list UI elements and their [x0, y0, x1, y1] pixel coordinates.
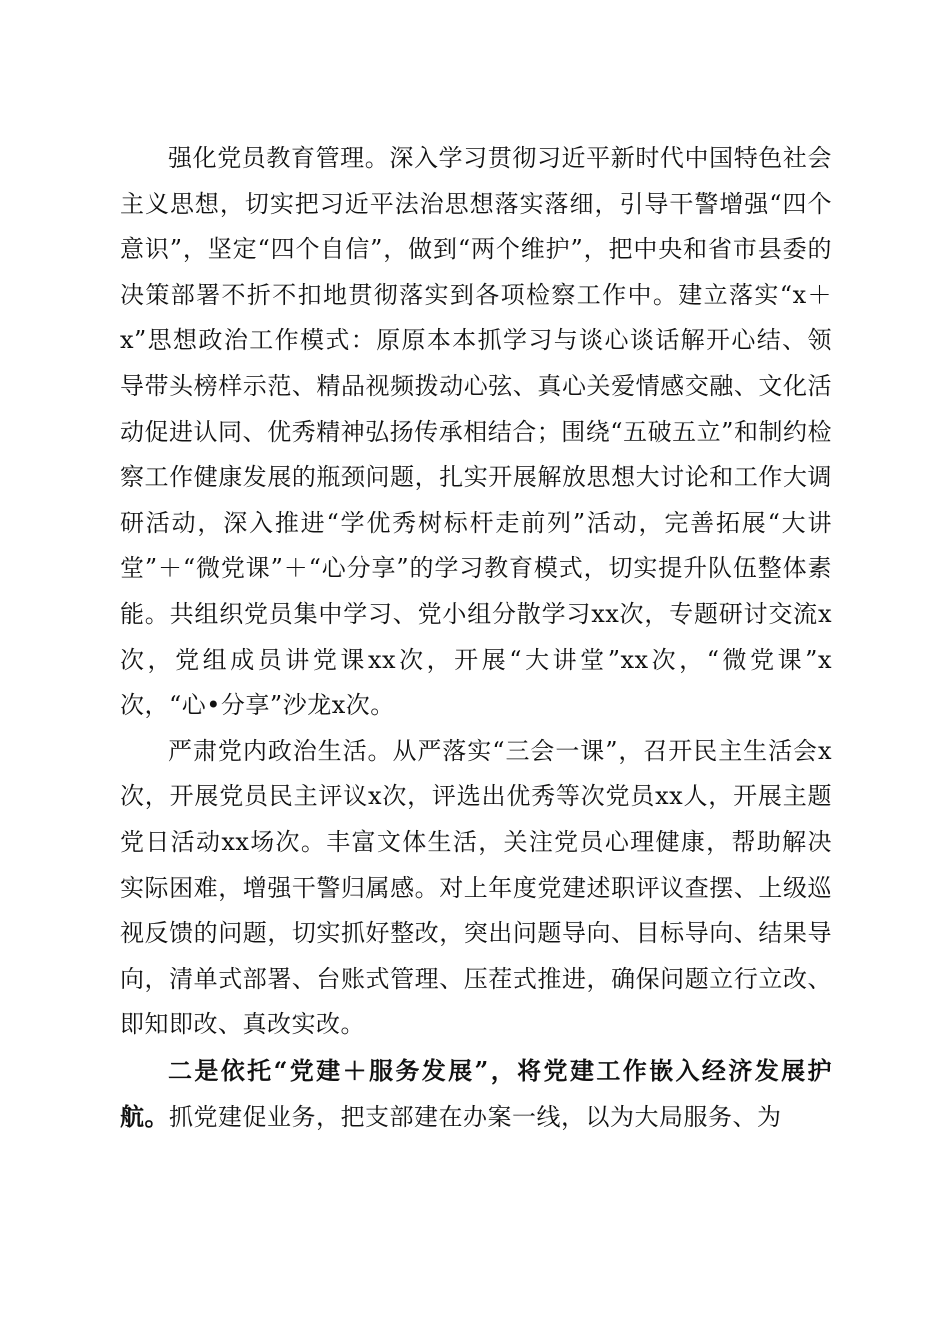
document-body: [120, 136, 832, 1141]
paragraph-service-development: [120, 1048, 832, 1141]
paragraph-party-education: 强化党员教育管理。深入学习贯彻习近平新时代中国特色社会主义思想，切实把习近平法治思想落实落细，引导干警增强“四个意识”，坚定“四个自信”，做到“两个维护”，把中央和省市县委的决策部署不折不扣地贯彻落实到各项检察工作中。建立落实“x＋x”思想政治工作模式：原原本本抓学习与谈心谈话解开心结、领导带头榜样示范、精品视频拨动心弦、真心关爱情感交融、文化活动促进认同、优秀精神弘扬传承相结合；围绕“五破五立”和制约检察工作健康发展的瓶颈问题，扎实开展解放思想大讨论和工作大调研活动，深入推进“学优秀树标杆走前列”活动，完善拓展“大讲堂”＋“微党课”＋“心分享”的学习教育模式，切实提升队伍整体素能。共组织党员集中学习、党小组分散学习xx次，专题研讨交流x次，党组成员讲党课xx次，开展“大讲堂”xx次，“微党课”x次，“心•分享”沙龙x次。: [120, 144, 832, 720]
paragraph-party-political-life: 严肃党内政治生活。从严落实“三会一课”，召开民主生活会x次，开展党员民主评议x次，评选出优秀等次党员xx人，开展主题党日活动xx场次。丰富文体生活，关注党员心理健康，帮助解决实际困难，增强干警归属感。对上年度党建述职评议查摆、上级巡视反馈的问题，切实抓好整改，突出问题导向、目标导向、结果导向，清单式部署、台账式管理、压茬式推进，确保问题立行立改、即知即改、真改实改。: [120, 736, 832, 1039]
section-heading: 二是依托“党建＋服务发展”，将党建工作嵌入经济发展护航。: [120, 1055, 832, 1132]
section-body: 抓党建促业务，把支部建在办案一线，以为大局服务、为: [169, 1103, 782, 1132]
